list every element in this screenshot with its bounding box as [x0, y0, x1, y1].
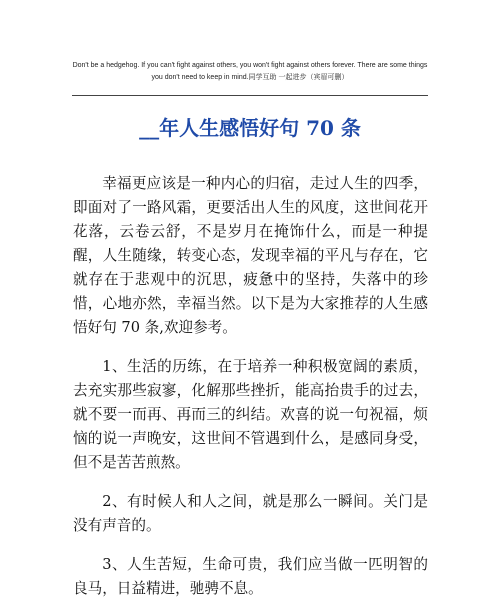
header-divider [72, 95, 428, 96]
page-title: __年人生感悟好句 70 条 [139, 116, 361, 140]
list-item: 3、人生苦短，生命可贵，我们应当做一匹明智的良马，日益精进，驰骋不息。 [73, 556, 428, 597]
list-item: 2、有时候人和人之间，就是那么一瞬间。关门是没有声音的。 [73, 493, 428, 534]
list-item: 1、生活的历练，在于培养一种积极宽阔的素质，去充实那些寂寥，化解那些挫折，能高抬贵手的过去，就不要一而再、再而三的纠结。欢喜的说一句祝福，烦恼的说一声晚安，这世间不管遇到什么，是感同身受，但不是苦苦煎熬。 [73, 358, 428, 471]
document-body [73, 172, 428, 601]
page-header-text: Don't be a hedgehog. If you can't fight against others, you won't fight against others forever. There are some things you don't need to keep in mind.同学互助 一起进步（宾眉可删） [72, 62, 428, 81]
intro-paragraph: 幸福更应该是一种内心的归宿，走过人生的四季，即面对了一路风霜，更要活出人生的风度，这世间花开花落，云卷云舒，不是岁月在掩饰什么，而是一种提醒，人生随缘，转变心态，发现幸福的平凡与存在，它就存在于悲观中的沉思，疲惫中的坚持，失落中的珍惜，心地亦然，幸福当然。以下是为大家推荐的人生感悟好句 70 条,欢迎参考。 [73, 175, 428, 336]
